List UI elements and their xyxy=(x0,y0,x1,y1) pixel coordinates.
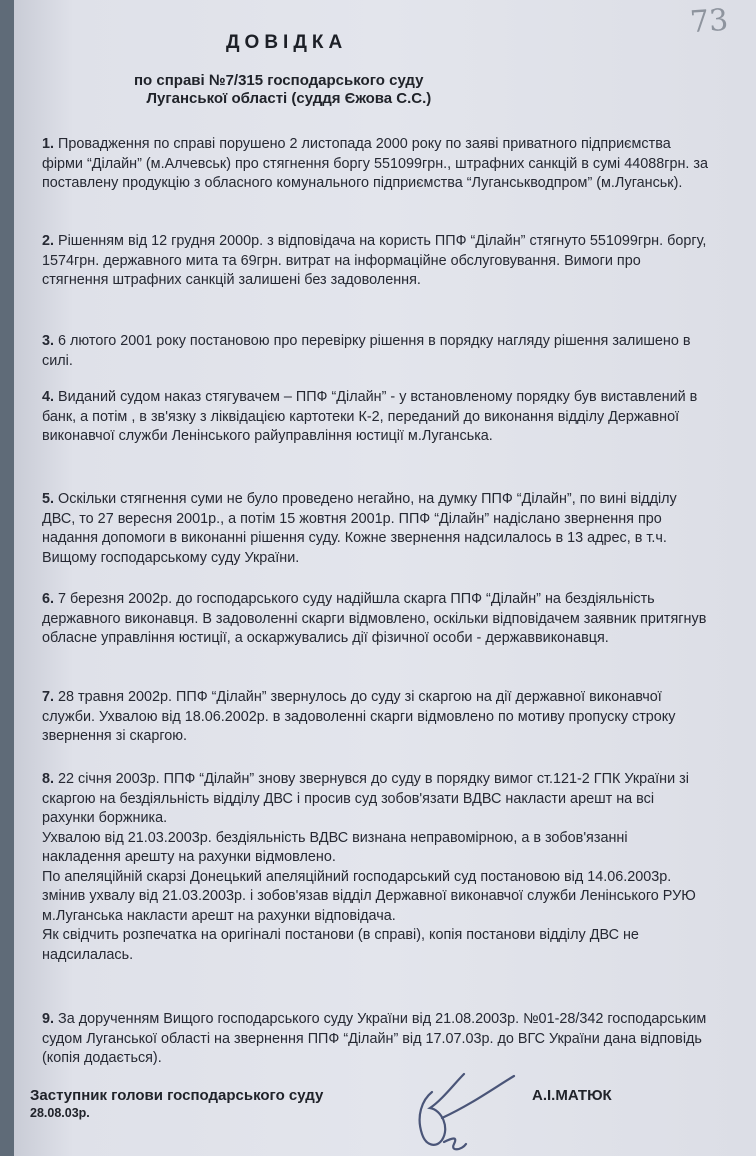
section-paragraph xyxy=(42,388,710,447)
section-paragraph xyxy=(42,135,710,194)
section-paragraph xyxy=(42,232,710,291)
section-text: Провадження по справі порушено 2 листопада 2000 року по заяві приватного підприємства фірми “Ділайн” (м.Алчевськ) про стягнення боргу 551099грн., штрафних санкцій в сумі 44088грн. за поставлену продукцію з обласного комунального підприємства “Луганськводпром” (м.Луганськ). xyxy=(42,136,709,191)
section-7 xyxy=(42,688,710,747)
section-number: 5. xyxy=(42,491,55,507)
signatory-name: А.І.МАТЮК xyxy=(532,1087,612,1104)
section-number: 9. xyxy=(42,1011,55,1027)
section-1 xyxy=(42,135,710,194)
section-number: 4. xyxy=(42,389,55,405)
section-paragraph xyxy=(42,1010,710,1069)
section-number: 2. xyxy=(42,233,55,249)
handwritten-page-number: 73 xyxy=(688,2,730,41)
section-number: 6. xyxy=(42,591,55,607)
section-paragraph xyxy=(42,926,710,965)
section-text: 7 березня 2002р. до господарського суду надійшла скарга ППФ “Ділайн” на бездіяльність державного виконавця. В задоволенні скарги відмовлено, оскільки відповідачем заявник притягнув обласне управління юстиції, а оскаржувались дії фізичної особи - державвиконавця. xyxy=(42,591,707,646)
document-page xyxy=(14,0,756,1156)
section-text: Виданий судом наказ стягувачем – ППФ “Ділайн” - у встановленому порядку був виставлений в банк, а потім , в зв'язку з ліквідацією картотеки К-2, переданий до виконання відділу Державної виконавчої служби Ленінського райуправління юстиції м.Луганська. xyxy=(42,389,698,444)
signatory-position: Заступник голови господарського суду xyxy=(30,1087,324,1104)
section-paragraph xyxy=(42,688,710,747)
section-9 xyxy=(42,1010,710,1069)
section-paragraph xyxy=(42,490,710,568)
section-number: 7. xyxy=(42,689,55,705)
section-text: 6 лютого 2001 року постановою про перевірку рішення в порядку нагляду рішення залишено в силі. xyxy=(42,333,691,369)
section-text: Ухвалою від 21.03.2003р. бездіяльність ВДВС визнана неправомірною, а в зобов'язанні накладення арешту на рахунки відмовлено. xyxy=(42,829,628,865)
section-paragraph xyxy=(42,868,710,927)
signature-date: 28.08.03р. xyxy=(30,1106,90,1120)
section-8 xyxy=(42,770,710,965)
section-text: За дорученням Вищого господарського суду України від 21.08.2003р. №01-28/342 господарським судом Луганської області на звернення ППФ “Ділайн” від 17.07.03р. до ВГС України дана відповідь (копія додається). xyxy=(42,1011,707,1066)
section-text: По апеляційній скарзі Донецький апеляційний господарський суд постановою від 14.06.2003р. змінив ухвалу від 21.03.2003р. і зобов'язав відділ Державної виконавчої служби Ленінського РУЮ м.Луганська накласти арешт на рахунки відповідача. xyxy=(42,868,696,924)
section-paragraph xyxy=(42,590,710,649)
section-6 xyxy=(42,590,710,649)
section-3 xyxy=(42,332,710,371)
document-title: ДОВІДКА xyxy=(226,32,348,53)
section-text: Оскільки стягнення суми не було проведено негайно, на думку ППФ “Ділайн”, по вині відділу ДВС, то 27 вересня 2001р., а потім 15 жовтня 2001р. ППФ “Ділайн” надіслано звернення про надання допомоги в виконанні рішення суду. Кожне звернення надсилалось в 13 адрес, в т.ч. Вищому господарському суду України. xyxy=(42,491,677,566)
document-subtitle: по справі №7/315 господарського суду Луганської області (суддя Єжова С.С.) xyxy=(134,72,432,107)
section-number: 1. xyxy=(42,136,55,152)
section-number: 8. xyxy=(42,771,55,787)
section-5 xyxy=(42,490,710,568)
section-text: 28 травня 2002р. ППФ “Ділайн” звернулось до суду зі скаргою на дії державної виконавчої служби. Ухвалою від 18.06.2002р. в задоволенні скарги відмовлено по мотиву пропуску строку звернення зі скаргою. xyxy=(42,689,676,744)
section-text: Як свідчить розпечатка на оригіналі постанови (в справі), копія постанови відділу ДВС не надсилалась. xyxy=(42,927,639,963)
section-paragraph xyxy=(42,770,710,829)
section-paragraph xyxy=(42,332,710,371)
handwritten-signature xyxy=(402,1054,522,1154)
section-number: 3. xyxy=(42,333,55,349)
section-4 xyxy=(42,388,710,447)
section-text: 22 січня 2003р. ППФ “Ділайн” знову звернувся до суду в порядку вимог ст.121-2 ГПК України зі скаргою на бездіяльність відділу ДВС і просив суд зобов'язати ВДВС накласти арешт на всі рахунки боржника. xyxy=(42,771,689,826)
section-paragraph xyxy=(42,829,710,868)
section-text: Рішенням від 12 грудня 2000р. з відповідача на користь ППФ “Ділайн” стягнуто 551099грн. боргу, 1574грн. державного мита та 69грн. витрат на інформаційне обслуговування. Вимоги про стягнення штрафних санкцій залишені без задоволення. xyxy=(42,233,707,288)
section-2 xyxy=(42,232,710,291)
